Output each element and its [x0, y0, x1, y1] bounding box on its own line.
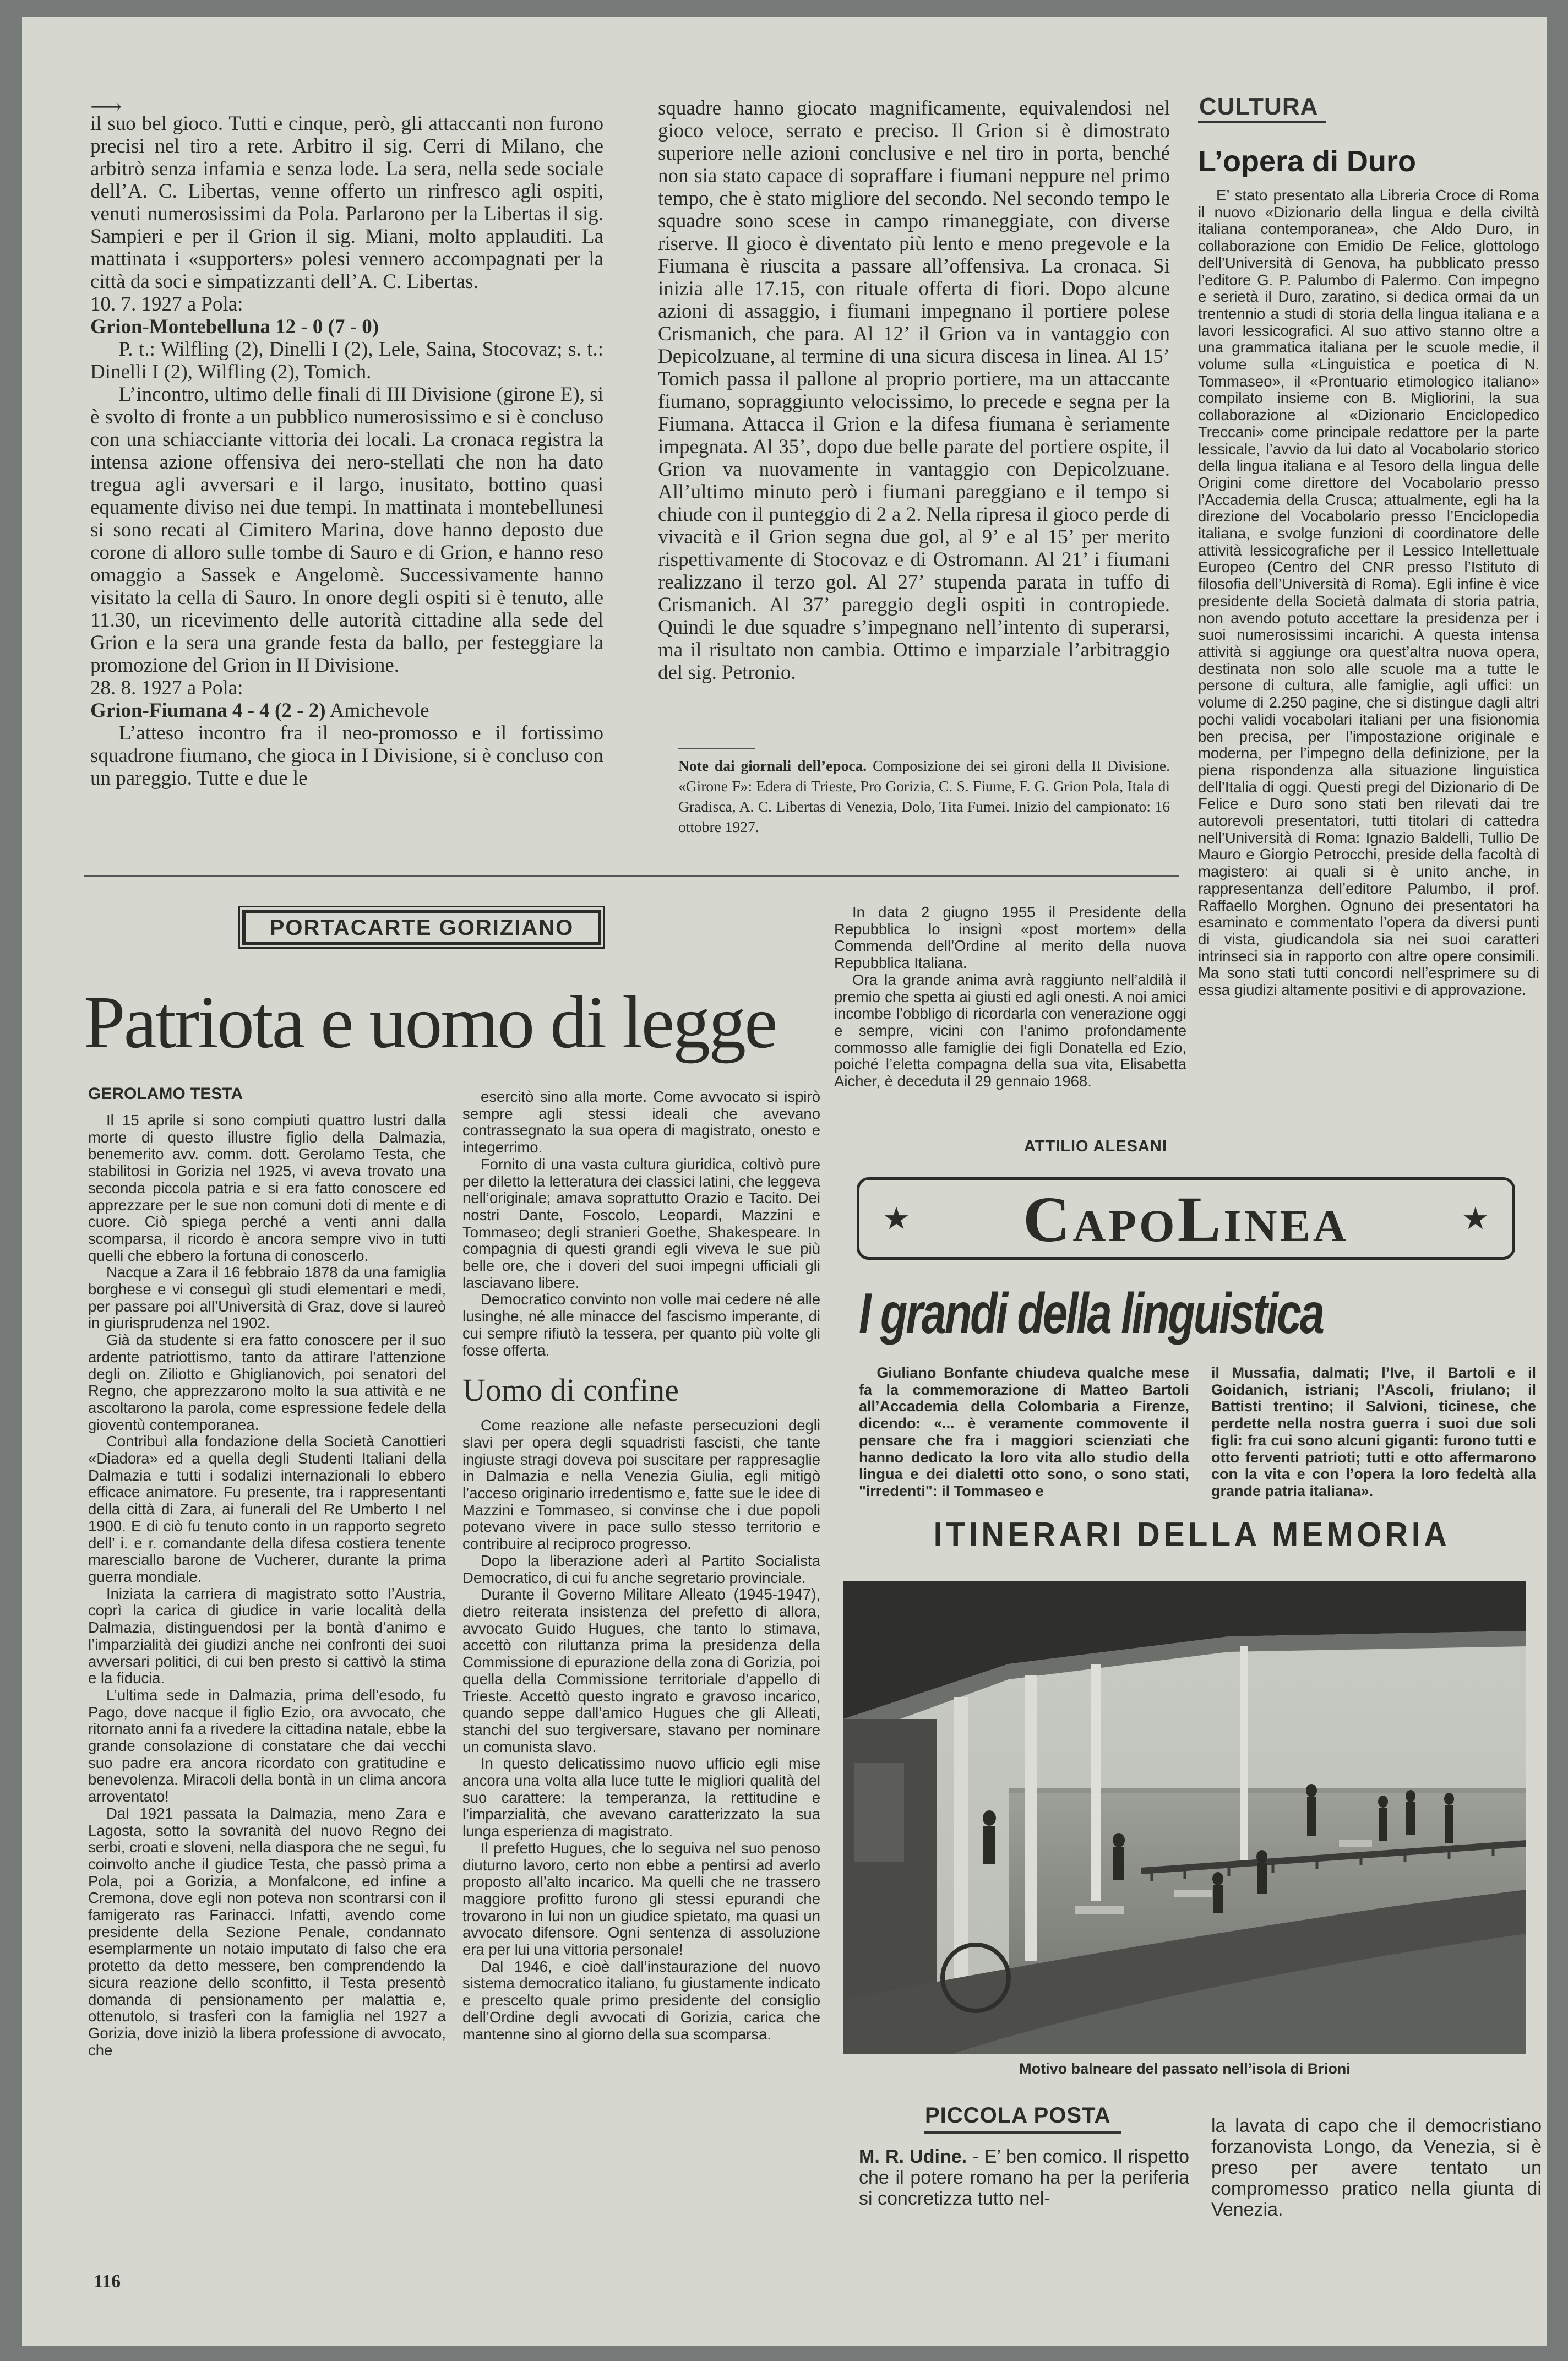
- article-paragraph: Iniziata la carriera di magistrato sotto l’Austria, coprì la carica di giudice in varie località della Dalmazia, distinguendosi per la bontà d’animo e l’imparzialità dei giudizi anche nei confronti dei suoi avversari politici, di cui ben presto si cattivò la stima e la fiducia.: [88, 1585, 446, 1687]
- portacarte-title: Patriota e uomo di legge: [84, 981, 776, 1064]
- article-paragraph: Il 15 aprile si sono compiuti quattro lustri dalla morte di questo illustre figlio della Dalmazia, benemerito avv. comm. dott. Gerolamo Testa, che stabilitosi in Gorizia nel 1925, vi aveva trovato una seconda piccola patria e si era fatto conoscere ed apprezzare per le sue non comuni doti di mente e di cuore. Ciò spiega perché a venti anni dalla scomparsa, il ricordo è ancora sempre vivo in tutti quelli che ebbero la fortuna di conoscerlo.: [88, 1112, 446, 1264]
- article-paragraph: Durante il Governo Militare Alleato (1945-1947), dietro reiterata insistenza del prefetto di allora, avvocato Guido Hugues, che tanto lo stimava, accettò con riluttanza prima la presidenza della Commissione di epurazione della zona di Gorizia, poi quella della Commissione territoriale d’appello di Trieste. Accettò questo ingrato e gravoso incarico, quando seppe dall’amico Hugues che gli Alleati, stanchi del suo tergiversare, stavano per nominare un comunista slavo.: [462, 1586, 820, 1755]
- piccola-posta-underline: [924, 2131, 1121, 2134]
- separator-top: [84, 875, 1179, 877]
- article-paragraph: L’ultima sede in Dalmazia, prima dell’esodo, fu Pago, dove nacque il figlio Ezio, ora avvocato, che ritornato anni fa a rivedere la cittadina natale, ebbe la grande consolazione di constatare che dai vecchi suo padre era ancora ricordato con gratitudine e benevolenza. Miracoli della bontà in un clima ancora arroventato!: [88, 1686, 446, 1805]
- article-paragraph: In questo delicatissimo nuovo ufficio egli mise ancora una volta alla luce tutte le migliori qualità del suo carattere: la temperanza, la rettitudine e l’imparzialità, che avevano caratterizzato la sua lunga esperienza di magistrato.: [462, 1755, 820, 1840]
- sport-arrow: ⟶: [90, 94, 122, 119]
- article-paragraph: Nacque a Zara il 16 febbraio 1878 da una famiglia borghese e vi conseguì gli studi elementari e medi, per passare poi all’Università di Graz, dove si laureò in giurisprudenza nel 1902.: [88, 1264, 446, 1332]
- match-result: [90, 699, 603, 722]
- cultura-underline: [1198, 121, 1326, 123]
- article-paragraph: Democratico convinto non volle mai cedere né alle lusinghe, né alle minacce del fascismo imperante, di cui sempre rifiutò la tessera, per quanto più volte gli fosse offerta.: [462, 1291, 820, 1359]
- match-result: [90, 315, 603, 338]
- article-paragraph: Fornito di una vasta cultura giuridica, coltivò pure per diletto la letteratura dei classici latini, che leggeva nell’originale; amava soprattutto Orazio e Tacito. Dei nostri Dante, Foscolo, Leopardi, Mazzini e Tommaseo; degli stranieri Goethe, Shakespeare. In compagnia di questi grandi egli viveva le sue più belle ore, che i doveri del suoi impegni ufficiali gli lasciavano libere.: [462, 1155, 820, 1291]
- sport-paragraph: L’incontro, ultimo delle finali di III Divisione (girone E), si è svolto di fronte a un pubblico numerosissimo e si è concluso con una schiacciante vittoria dei locali. La cronaca registra la intensa azione offensiva dei nero-stellati che non ha dato tregua agli avversari e il largo, inusitato, bottino quasi equamente diviso nei due tempi. In mattinata i montebellunesi si sono recati al Cimitero Marina, dove hanno deposto due corone di alloro sulle tombe di Sauro e di Grion, e hanno reso omaggio a Sassek e Angelomè. Successivamente hanno visitato la cella di Sauro. In onore degli ospiti si è tenuto, alle 11.30, un ricevimento delle autorità cittadine alla sede del Grion e la sera una grande festa da ballo, per festeggiare la promozione del Grion in II Divisione.: [90, 383, 603, 677]
- brioni-beach-photo: [843, 1581, 1526, 2054]
- match-score: Grion-Montebelluna 12 - 0 (7 - 0): [90, 315, 379, 338]
- match-type: Amichevole: [325, 699, 429, 722]
- capolinea-paragraph: Giuliano Bonfante chiudeva qualche mese fa la commemorazione di Matteo Bartoli all’Accademia della Colombaria a Firenze, dicendo: «... è veramente commovente il pensare che fra i maggiori scienziati che hanno dedicato la loro vita allo studio della lingua e dei dialetti otto sono, o sono stati, "irredenti": il Tommaseo e: [859, 1364, 1189, 1499]
- author-byline: GEROLAMO TESTA: [88, 1085, 243, 1103]
- cultura-section-label: CULTURA: [1199, 93, 1319, 120]
- cultura-paragraph: E’ stato presentato alla Libreria Croce di Roma il nuovo «Dizionario della lingua e della civiltà italiana contemporanea», che Aldo Duro, in collaborazione con Emidio De Felice, glottologo dell’Università di Genova, ha pubblicato presso l’editore G. P. Palumbo di Palermo. Con impegno e serietà il Duro, zaratino, si dedica ormai da un trentennio a studi di storia della lingua italiana e a lavori lessicografici. Al suo attivo stanno oltre a una grammatica italiana per le scuole medie, il volume sulla «Linguistica e poetica di N. Tommaseo», il «Prontuario etimologico italiano» compilato insieme con B. Migliorini, la sua collaborazione al «Dizionario Enciclopedico Treccani» come principale redattore per la parte lessicale, l’avvio da lui dato al Vocabolario storico della lingua italiana e al Tesoro della lingua delle Origini come direttore del Vocabolario presso l’Accademia della Crusca; attualmente, egli ha la direzione del Vocabolario presso l’Enciclopedia italiana, e svolge funzioni di coordinatore delle attività lessicografiche per il Lessico Intellettuale Europeo (Centro del CNR presso l’Istituto di filosofia dell’Università di Roma). Egli infine è vice presidente della Società dalmata di storia patria, non avendo potuto accettare la presidenza per i suoi numerosissimi incarichi. A questa intensa attività si aggiunge ora quest’altra nuova opera, destinata non solo alle scuole ma a tutte le persone di cultura, alle famiglie, agli uffici: un volume di 2.250 pagine, che si distingue dagli altri pochi validi vocabolari italiani per una fisionomia ben precisa, per l’impostazione originale e moderna, per l’impegno della definizione, per la piena rispondenza alla situazione linguistica dell’Italia di oggi. Questi pregi del Dizionario di De Felice e Duro sono stati ben rilevati dai tre autorevoli presentatori, tutti titolari di cattedra nell’Università di Roma: Ignazio Baldelli, Tullio De Mauro e Giorgio Petrocchi, preside della facoltà di magistero: ai quali si è unito anche, in rappresentanza dell’editore Palumbo, il prof. Raffaello Morghen. Ognuno dei presentatori ha esaminato e commentato l’opera da diversi punti di vista, giudicandola sia nei suoi caratteri intrinseci sia in rapporto con altre opere consimili. Ma sono stati tutti concordi nell’esprimere su di essa giudizi altamente positivi e di approvazione.: [1198, 187, 1539, 999]
- sport-note: [678, 755, 1170, 837]
- match-date: 28. 8. 1927 a Pola:: [90, 677, 243, 699]
- note-text: Composizione dei sei gironi della II Divisione. «Girone F»: Edera di Trieste, Pro Gorizia, C. S. Fiume, F. G. Grion Pola, Itala di Gradisca, A. C. Libertas di Venezia, Dolo, Tita Fumei. Inizio del campionato: 16 ottobre 1927.: [678, 757, 1170, 835]
- article-paragraph: Dopo la liberazione aderì al Partito Socialista Democratico, di cui fu anche segretario provinciale.: [462, 1552, 820, 1586]
- note-label: Note dai giornali dell’epoca.: [678, 757, 867, 774]
- article-paragraph: Ora la grande anima avrà raggiunto nell’aldilà il premio che spetta ai giusti ed agli onesti. A noi amici incombe l’obbligo di ricordarla con venerazione oggi e sempre, vicini con l’animo profondamente commosso alle famiglie dei figli Donatella ed Ezio, poiché l’eletta compagna della sua vita, Elisabetta Aicher, è deceduta il 29 gennaio 1968.: [834, 971, 1186, 1090]
- sport-column-1: [90, 112, 603, 790]
- reader-name: M. R. Udine.: [859, 2146, 967, 2167]
- sport-column-2: [658, 97, 1170, 684]
- reply-text: la lavata di capo che il democristiano forzanovista Longo, da Venezia, si è preso per avere tentato un compromesso pratico nella giunta di Venezia.: [1211, 2115, 1542, 2220]
- signature: ATTILIO ALESANI: [1024, 1138, 1167, 1155]
- cultura-body: [1198, 187, 1539, 999]
- masthead-text: CapoLinea: [1023, 1183, 1349, 1255]
- article-paragraph: Già da studente si era fatto conoscere per il suo ardente patriottismo, tanto da attirare l’attenzione degli on. Ziliotto e Ghiglianovich, poi senatori del Regno, che apprezzarono molto la sua attività e ne ascoltarono la parola, come espressione fedele della gioventù contemporanea.: [88, 1331, 446, 1433]
- article-paragraph: Contribuì alla fondazione della Società Canottieri «Diadora» ed a quella degli Studenti Italiani della Dalmazia e tutti i sodalizi internazionali lo ebbero efficace animatore. Fu presente, tra i rappresentanti della città di Zara, ai funerali del Re Umberto I nel 1900. E di ciò fu tenuto conto in un rapporto segreto dell’ i. e r. comandante della difesa costiera tenente maresciallo barone de Vucherer, durante la prima guerra mondiale.: [88, 1433, 446, 1585]
- photo-caption: Motivo balneare del passato nell’isola di Brioni: [1019, 2060, 1351, 2077]
- article-paragraph: Come reazione alle nefaste persecuzioni degli slavi per opera degli squadristi fascisti, che tante ingiuste stragi doveva poi suscitare per rappresaglie in Dalmazia e nella Venezia Giulia, egli mitigò l’acceso originario irredentismo e, fatte sue le idee di Mazzini e Tommaseo, si convinse che i due popoli potevano vivere in pace sullo stesso territorio e contribuire al reciproco progresso.: [462, 1417, 820, 1553]
- itinerari-photo: [843, 1581, 1526, 2054]
- portacarte-column-2: [462, 1089, 820, 2043]
- capolinea-masthead: [857, 1177, 1515, 1260]
- sport-paragraph: squadre hanno giocato magnificamente, equivalendosi nel gioco veloce, serrato e preciso. Il Grion si è dimostrato superiore nelle azioni conclusive e nel tiro in porta, benché non sia stato capace di sopraffare i fiumani neppure nel primo tempo, che è stato migliore del secondo. Nel secondo tempo le squadre sono scese in campo rimaneggiate, con diverse riserve. Il gioco è diventato più lento e meno pregevole e la Fiumana è riuscita a passare all’offensiva. La cronaca. Si inizia alle 17.15, con rituale offerta di fiori. Dopo alcune azioni di assaggio, i fiumani impegnano il portiere polese Crismanich, che para. Al 12’ il Grion va in vantaggio con Depicolzuane, al termine di una sicura discesa in linea. Al 15’ Tomich passa il pallone al proprio portiere, ma un attaccante fiumano, sopraggiunto velocissimo, lo precede e segna per la Fiumana. Attacca il Grion e la difesa fiumana è seriamente impegnata. Al 35’, dopo due belle parate del portiere ospite, il Grion va nuovamente in vantaggio con Depicolzuane. All’ultimo minuto però i fiumani pareggiano e il tempo si chiude con il punteggio di 2 a 2. Nella ripresa il gioco perde di vivacità e il Grion segna due gol, al 9’ e al 15’ per merito rispettivamente di Stocovaz e di Ostromann. Al 21’ i fiumani realizzano il terzo gol. Al 27’ stupenda parata in tuffo di Crismanich. Al 37’ pareggio degli ospiti in contropiede. Quindi le due squadre s’impegnano nell’intento di superarsi, ma il risultato non cambia. Ottimo e imparziale l’arbitraggio del sig. Petronio.: [658, 97, 1170, 684]
- sport-paragraph: L’atteso incontro fra il neo-promosso e il fortissimo squadrone fiumano, che gioca in I Divisione, si è concluso con un pareggio. Tutte e due le: [90, 722, 603, 790]
- article-paragraph: Dal 1946, e cioè dall’instaurazione del nuovo sistema democratico italiano, fu giustamente indicato e prescelto quale primo presidente del consiglio dell’Ordine degli avvocati di Gorizia, carica che mantenne sino al giorno della sua scomparsa.: [462, 1957, 820, 2043]
- sport-paragraph: il suo bel gioco. Tutti e cinque, però, gli attaccanti non furono precisi nel tiro a rete. Arbitro il sig. Cerri di Milano, che arbitrò senza infamia e senza lode. La sera, nella sede sociale dell’A. C. Libertas, venne offerto un rinfresco agli ospiti, venuti numerosissimi da Pola. Parlarono per la Libertas il sig. Sampieri e per il Grion il sig. Miani, molto applauditi. La mattinata i «supporters» polesi vennero accompagnati per la città da soci e simpatizzanti dell’A. C. Libertas.: [90, 112, 603, 293]
- portacarte-column-3: [834, 904, 1186, 1090]
- cultura-title: L’opera di Duro: [1198, 145, 1417, 178]
- match-score: Grion-Fiumana 4 - 4 (2 - 2): [90, 699, 326, 722]
- capolinea-headline: I grandi della linguistica: [859, 1282, 1323, 1346]
- capolinea-column-1: [859, 1364, 1189, 1500]
- match-date: 10. 7. 1927 a Pola:: [90, 293, 243, 315]
- piccola-posta-column-1: [859, 2146, 1189, 2209]
- sport-paragraph: P. t.: Wilfling (2), Dinelli I (2), Lele, Saina, Stocovaz; s. t.: Dinelli I (2), Wilfling (2), Tomich.: [90, 338, 603, 383]
- portacarte-rubric: PORTACARTE GORIZIANO: [242, 910, 601, 945]
- piccola-posta-title: PICCOLA POSTA: [925, 2103, 1111, 2128]
- article-paragraph: esercitò sino alla morte. Come avvocato si ispirò sempre agli stessi ideali che avevano contrassegnato la sua opera di magistrato, onesto e integerrimo.: [462, 1088, 820, 1156]
- star-icon: ★: [1461, 1202, 1489, 1236]
- reply-text: - E’ ben comico. Il rispetto che il potere romano ha per la periferia si concretizza tutto nel-: [859, 2146, 1189, 2209]
- itinerari-title: ITINERARI DELLA MEMORIA: [933, 1516, 1451, 1554]
- article-paragraph: Il prefetto Hugues, che lo seguiva nel suo penoso diuturno lavoro, certo non ebbe a pentirsi ad averlo proposto all’alto incarico. Ma quelli che ne trassero maggiore profitto furono gli stessi epurandi che trovarono in lui non un giudice spietato, ma quasi un avvocato difensore. Ogni sentenza di assoluzione era per lui una vittoria personale!: [462, 1839, 820, 1959]
- capolinea-paragraph: il Mussafia, dalmati; l’Ive, il Bartoli e il Goidanich, istriani; l’Ascoli, friulano; il Battisti trentino; il Salvioni, ticinese, che perdette nella nostra guerra i suoi due soli figli: fra cui sono alcuni giganti: furono tutti e otto ferventi patrioti; tutti e otto affermarono con la vita e con l’opera la loro fedeltà alla grande patria italiana».: [1211, 1364, 1536, 1499]
- piccola-posta-column-2: [1211, 2115, 1542, 2220]
- portacarte-column-1: [88, 1112, 446, 2059]
- star-icon: ★: [883, 1202, 911, 1236]
- article-paragraph: Dal 1921 passata la Dalmazia, meno Zara e Lagosta, sotto la sovranità del nuovo Regno dei serbi, croati e sloveni, nella diaspora che ne seguì, fu coinvolto anche il giudice Testa, che passò prima a Pola, poi a Gorizia, a Monfalcone, ed infine a Cremona, dove egli non poteva non scontrarsi con il famigerato ras Farinacci. Infatti, avendo come presidente della Sezione Penale, condannato esemplarmente un notaio imputato di falso che era protetto da detto messere, ben comprendendo la sicura reazione dello sconfitto, il Testa presentò domanda di pensionamento per malattia e, ottenutolo, si trasferì con la famiglia nel 1927 a Gorizia, dove iniziò la libera professione di avvocato, che: [88, 1804, 446, 2059]
- note-rule: [678, 748, 755, 749]
- page-number: 116: [94, 2271, 121, 2292]
- article-paragraph: In data 2 giugno 1955 il Presidente della Repubblica lo insignì «post mortem» della Commenda dell’Ordine al merito della nuova Repubblica Italiana.: [834, 904, 1186, 972]
- capolinea-column-2: [1211, 1364, 1536, 1500]
- magazine-page: [22, 17, 1547, 2346]
- article-subhead: Uomo di confine: [462, 1372, 679, 1408]
